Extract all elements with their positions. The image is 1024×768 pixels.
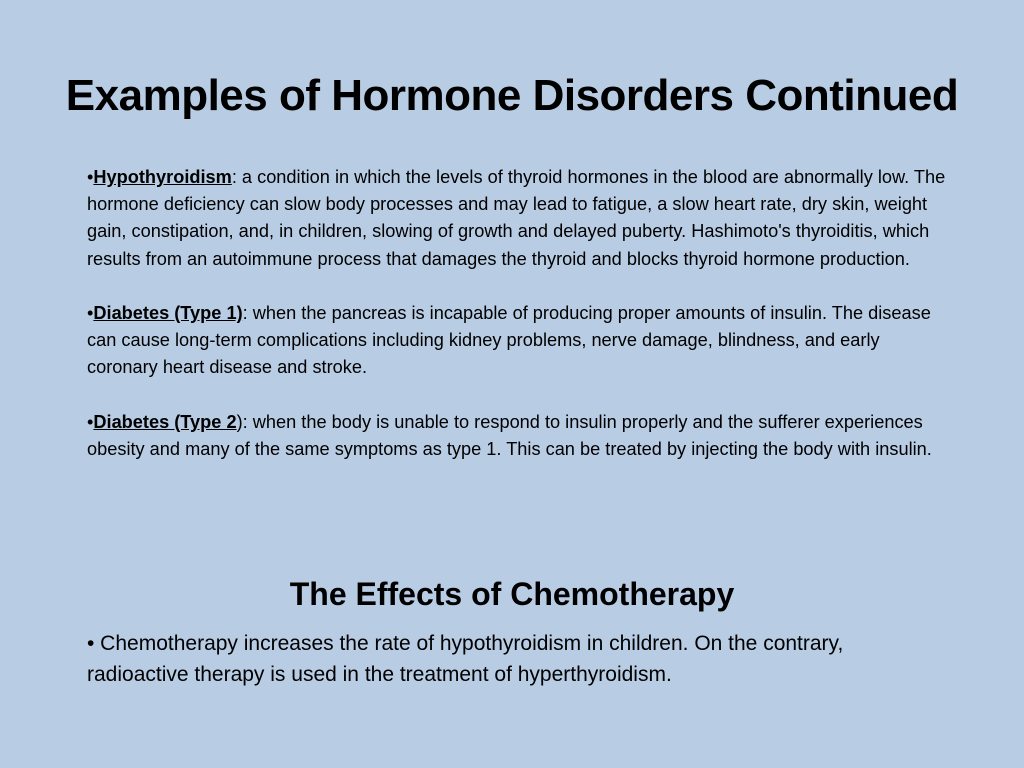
term-suffix: ) [236,411,243,432]
list-item-diabetes-type-2 [87,409,947,463]
bullet-marker: • [87,303,94,323]
slide-title: Examples of Hormone Disorders Continued [65,71,959,120]
term-diabetes-type-1: Diabetes (Type 1) [93,303,243,323]
definition-diabetes-type-2: : when the body is unable to respond to insulin properly and the sufferer experiences obesity and many of the same symptoms as type 1. This can be treated by injecting the body with insulin. [87,411,932,459]
term-diabetes-type-2: Diabetes (Type 2 [93,411,237,432]
disorder-list [87,164,947,490]
chemotherapy-paragraph: • Chemotherapy increases the rate of hypothyroidism in children. On the contrary, radioactive therapy is used in the treatment of hyperthyroidism. [87,632,844,686]
definition-diabetes-type-1: : when the pancreas is incapable of producing proper amounts of insulin. The disease can cause long-term complications including kidney problems, nerve damage, blindness, and early coronary heart disease and stroke. [87,303,931,378]
bullet-marker: • [87,411,94,432]
definition-hypothyroidism: : a condition in which the levels of thyroid hormones in the blood are abnormally low. The hormone deficiency can slow body processes and may lead to fatigue, a slow heart rate, dry skin, weight gain, constipation, and, in children, slowing of growth and delayed puberty. Hashimoto's thyroiditis, which results from an autoimmune process that damages the thyroid and blocks thyroid hormone production. [87,167,946,269]
section-subtitle: The Effects of Chemotherapy [289,576,735,612]
term-hypothyroidism: Hypothyroidism [93,167,232,187]
list-item-hypothyroidism [87,164,947,273]
bullet-marker: • [87,167,94,187]
list-item-diabetes-type-1 [87,300,947,382]
